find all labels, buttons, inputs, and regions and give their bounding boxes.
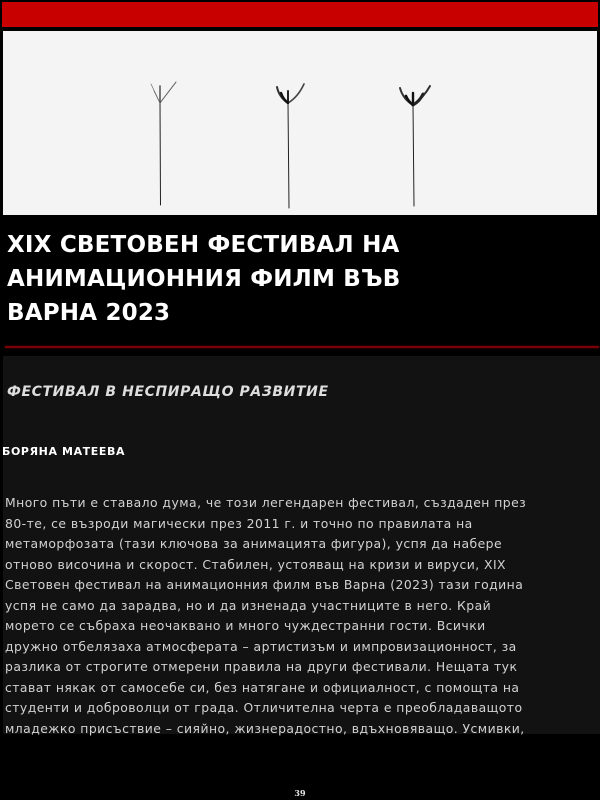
body-line: студенти и доброволци от града. Отличителна черта е преобладаващото (5, 700, 523, 715)
dandelion-stems-illustration (3, 31, 597, 215)
article-title-line: XIX СВЕТОВЕН ФЕСТИВАЛ НА (7, 232, 400, 258)
body-line: стават някак от самосебе си, без натягане и официалност, с помощта на (5, 679, 520, 695)
body-line: отново височина и скорост. Стабилен, устояващ на кризи и вируси, XIX (5, 556, 506, 572)
top-red-band (2, 2, 598, 27)
article-title-line: ВАРНА 2023 (7, 300, 171, 326)
body-line: успя не само да зарадва, но и да изненада участниците в него. Край (5, 597, 492, 613)
page-number: 39 (294, 788, 306, 798)
article-title (7, 228, 567, 330)
divider-rule (5, 346, 599, 348)
hero-image (3, 31, 597, 215)
article-body (5, 493, 600, 739)
author-name: БОРЯНА МАТЕЕВА (2, 445, 126, 458)
article-title-line: АНИМАЦИОННИЯ ФИЛМ ВЪВ (7, 266, 401, 292)
body-line: младежко присъствие – сияйно, жизнерадостно, вдъхновяващо. Усмивки, (5, 720, 525, 736)
body-line: Много пъти е ставало дума, че този легендарен фестивал, създаден през (5, 495, 527, 510)
body-line: дружно отбелязаха атмосферата – артистизъм и импровизационност, за (5, 638, 517, 654)
body-line: 80-те, се възроди магически през 2011 г. и точно по правилата на (5, 515, 473, 531)
body-line: морето се събраха неочаквано и много чуждестранни гости. Всички (5, 618, 486, 633)
body-line: Световен фестивал на анимационния филм във Варна (2023) тази година (5, 577, 524, 592)
body-line: разлика от строгите отмерени правила на други фестивали. Нещата тук (5, 659, 518, 674)
article-subtitle: ФЕСТИВАЛ В НЕСПИРАЩО РАЗВИТИЕ (7, 384, 329, 400)
body-line: метаморфозата (тази ключова за анимацията фигура), успя да набере (5, 536, 503, 551)
